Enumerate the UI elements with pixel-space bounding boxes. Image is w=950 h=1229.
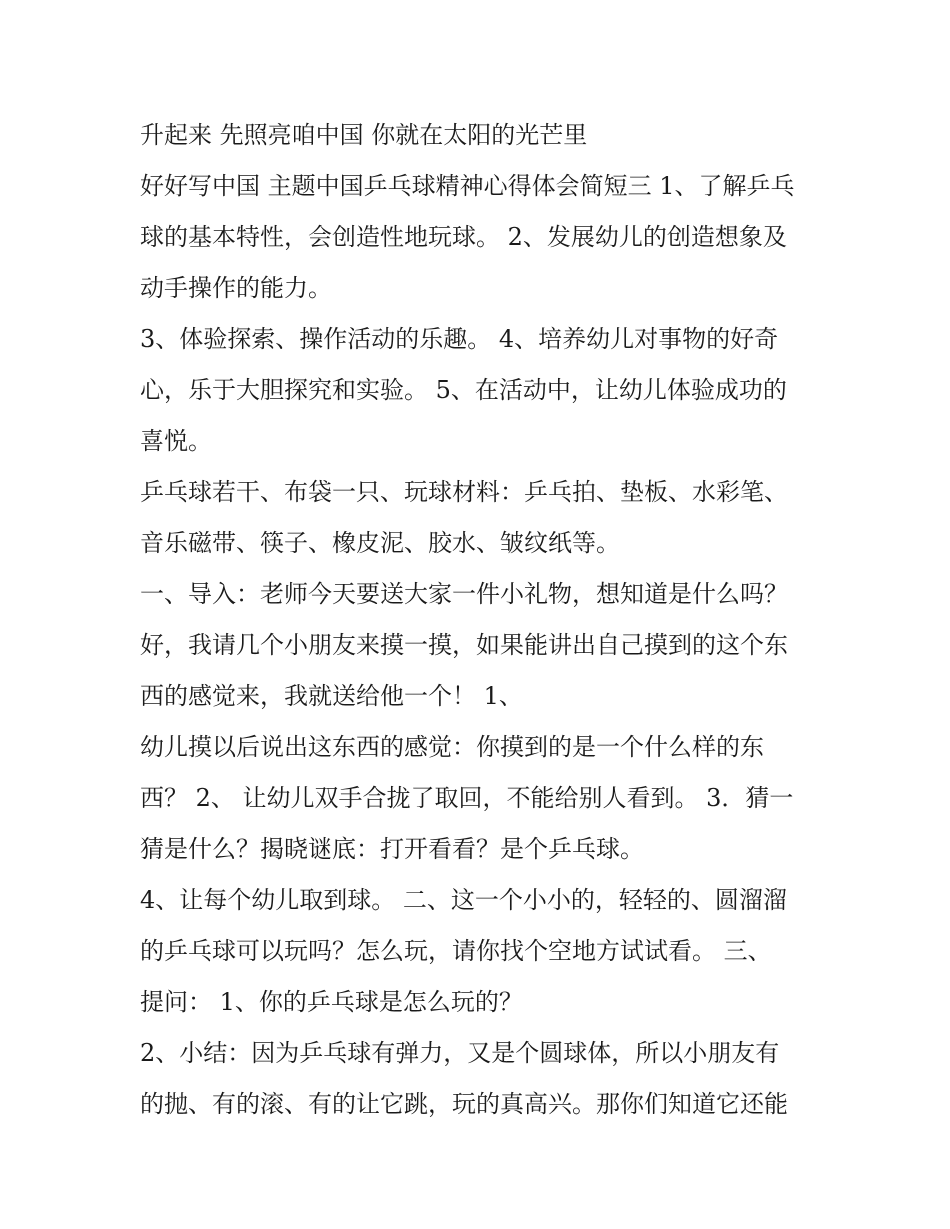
text-line: 的乒乓球可以玩吗？怎么玩，请你找个空地方试试看。 三、 bbox=[140, 937, 772, 965]
paragraph-1 bbox=[140, 110, 830, 161]
paragraph-5 bbox=[140, 569, 830, 722]
text-line: 提问： 1、你的乒乓球是怎么玩的？ bbox=[140, 988, 523, 1016]
text-line: 3、体验探索、操作活动的乐趣。 4、培养幼儿对事物的好奇 bbox=[140, 325, 779, 353]
text-line: 4、让每个幼儿取到球。 二、这一个小小的，轻轻的、圆溜溜 bbox=[140, 886, 787, 914]
paragraph-4 bbox=[140, 467, 830, 569]
paragraph-6 bbox=[140, 722, 830, 875]
text-line: 音乐磁带、筷子、橡皮泥、胶水、皱纹纸等。 bbox=[140, 529, 620, 557]
text-line: 球的基本特性，会创造性地玩球。 2、发展幼儿的创造想象及 bbox=[140, 223, 787, 251]
paragraph-8 bbox=[140, 1028, 830, 1130]
document-body bbox=[140, 110, 830, 1130]
text-line: 一、导入：老师今天要送大家一件小礼物，想知道是什么吗？ bbox=[140, 580, 788, 608]
paragraph-7 bbox=[140, 875, 830, 1028]
text-line: 好好写中国 主题中国乒乓球精神心得体会简短三 1、了解乒乓 bbox=[140, 172, 795, 200]
text-line: 喜悦。 bbox=[140, 427, 212, 455]
text-line: 动手操作的能力。 bbox=[140, 274, 332, 302]
text-line: 2、小结：因为乒乓球有弹力，又是个圆球体，所以小朋友有 bbox=[140, 1039, 780, 1067]
paragraph-2 bbox=[140, 161, 830, 314]
text-line: 升起来 先照亮咱中国 你就在太阳的光芒里 bbox=[140, 121, 588, 149]
text-line: 幼儿摸以后说出这东西的感觉：你摸到的是一个什么样的东 bbox=[140, 733, 764, 761]
text-line: 好，我请几个小朋友来摸一摸，如果能讲出自己摸到的这个东 bbox=[140, 631, 788, 659]
text-line: 猜是什么？揭晓谜底：打开看看？是个乒乓球。 bbox=[140, 835, 644, 863]
text-line: 西的感觉来，我就送给他一个！ 1、 bbox=[140, 682, 523, 710]
text-line: 心，乐于大胆探究和实验。 5、在活动中，让幼儿体验成功的 bbox=[140, 376, 787, 404]
paragraph-3 bbox=[140, 314, 830, 467]
text-line: 乒乓球若干、布袋一只、玩球材料：乒乓拍、垫板、水彩笔、 bbox=[140, 478, 788, 506]
text-line: 的抛、有的滚、有的让它跳，玩的真高兴。那你们知道它还能 bbox=[140, 1090, 788, 1118]
text-line: 西？ 2、 让幼儿双手合拢了取回，不能给别人看到。 3．猜一 bbox=[140, 784, 794, 812]
